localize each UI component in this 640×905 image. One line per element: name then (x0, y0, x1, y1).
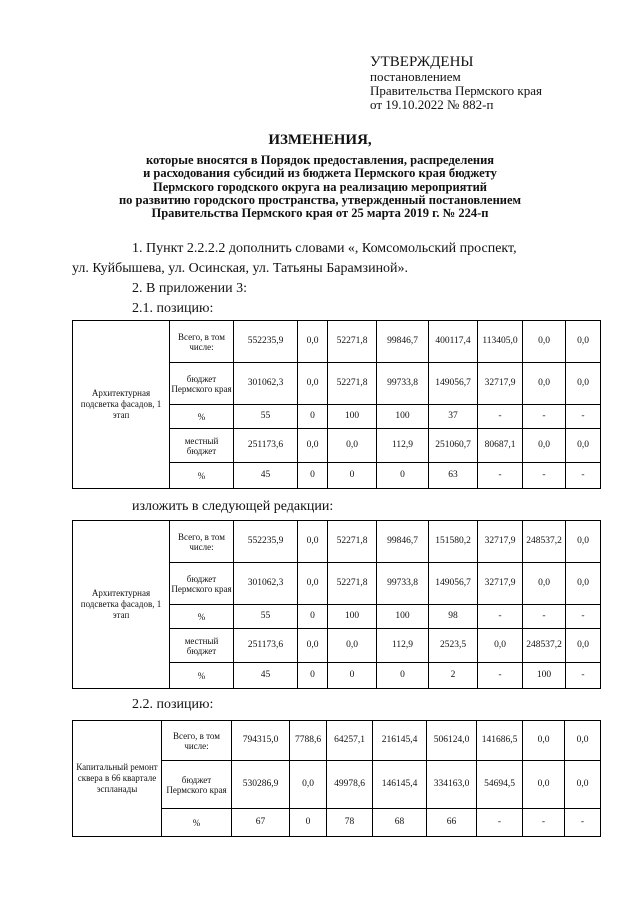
object-name-cell: Капитальный ремонт сквера в 66 квартале эспланады (73, 721, 162, 837)
value-cell: 0 (328, 663, 377, 689)
value-cell: 52271,8 (328, 521, 377, 563)
value-cell: 334163,0 (427, 761, 477, 809)
value-cell: 0,0 (523, 761, 565, 809)
paragraph-2-2: 2.2. позицию: (132, 697, 214, 712)
value-cell: 0,0 (298, 563, 328, 605)
value-cell: 552235,9 (234, 321, 298, 363)
value-cell: 7788,6 (290, 721, 327, 761)
value-cell: 99846,7 (377, 321, 429, 363)
value-cell: 301062,3 (234, 563, 298, 605)
object-name-cell: Архитектурная подсветка фасадов, 1 этап (73, 321, 170, 489)
table-row (73, 721, 601, 761)
value-cell: 2 (429, 663, 478, 689)
value-cell: - (523, 463, 566, 489)
value-cell: 0,0 (298, 629, 328, 663)
subtitle-line-1: которые вносятся в Порядок предоставления, распределения (145, 153, 495, 167)
row-label-cell: бюджет Пермского края (170, 563, 234, 605)
value-cell: 552235,9 (234, 521, 298, 563)
value-cell: 0 (377, 463, 429, 489)
value-cell: 794315,0 (232, 721, 290, 761)
value-cell: 112,9 (377, 629, 429, 663)
value-cell: 151580,2 (429, 521, 478, 563)
value-cell: 99846,7 (377, 521, 429, 563)
table-1 (72, 320, 601, 489)
value-cell: 0 (377, 663, 429, 689)
approved-heading: УТВЕРЖДЕНЫ (370, 54, 474, 70)
value-cell: 98 (429, 605, 478, 629)
table-3 (72, 720, 601, 837)
value-cell: 400117,4 (429, 321, 478, 363)
value-cell: 64257,1 (327, 721, 373, 761)
value-cell: 530286,9 (232, 761, 290, 809)
value-cell: 0,0 (298, 321, 328, 363)
value-cell: 0,0 (566, 563, 601, 605)
paragraph-new-edition: изложить в следующей редакции: (132, 499, 334, 514)
value-cell: 149056,7 (429, 363, 478, 405)
row-label-cell: бюджет Пермского края (162, 761, 232, 809)
value-cell: - (478, 605, 523, 629)
row-label-cell: Всего, в том числе: (170, 521, 234, 563)
value-cell: 248537,2 (523, 629, 566, 663)
subtitle-line-4: по развитию городского пространства, утвержденный постановлением (118, 192, 522, 207)
document-subtitle (60, 154, 580, 220)
value-cell: 146145,4 (373, 761, 427, 809)
value-cell: 251173,6 (234, 629, 298, 663)
value-cell: 45 (234, 463, 298, 489)
row-label-cell: Всего, в том числе: (170, 321, 234, 363)
row-label-cell: % (170, 405, 234, 429)
value-cell: 0 (298, 605, 328, 629)
value-cell: 506124,0 (427, 721, 477, 761)
value-cell: 2523,5 (429, 629, 478, 663)
value-cell: 0,0 (298, 521, 328, 563)
value-cell: 99733,8 (377, 363, 429, 405)
value-cell: 99733,8 (377, 563, 429, 605)
value-cell: 66 (427, 809, 477, 837)
value-cell: 45 (234, 663, 298, 689)
approved-line-1: постановлением (370, 69, 461, 84)
row-label-cell: местный бюджет (170, 629, 234, 663)
value-cell: 78 (327, 809, 373, 837)
value-cell: 216145,4 (373, 721, 427, 761)
value-cell: 52271,8 (328, 321, 377, 363)
document-title: ИЗМЕНЕНИЯ, (268, 132, 372, 148)
row-label-cell: % (162, 809, 232, 837)
value-cell: 32717,9 (478, 563, 523, 605)
approval-stamp (370, 54, 620, 112)
value-cell: - (478, 663, 523, 689)
value-cell: 0,0 (565, 721, 601, 761)
row-label-cell: % (170, 663, 234, 689)
table-row (73, 321, 601, 363)
value-cell: - (523, 605, 566, 629)
value-cell: 55 (234, 605, 298, 629)
subtitle-line-3: Пермского городского округа на реализацию мероприятий (153, 179, 487, 194)
value-cell: 251060,7 (429, 429, 478, 463)
value-cell: - (523, 809, 565, 837)
value-cell: 149056,7 (429, 563, 478, 605)
value-cell: 0,0 (566, 363, 601, 405)
value-cell: 0,0 (566, 429, 601, 463)
value-cell: - (566, 605, 601, 629)
value-cell: 63 (429, 463, 478, 489)
value-cell: 0,0 (298, 429, 328, 463)
paragraph-2-1: 2.1. позицию: (132, 301, 214, 316)
row-label-cell: местный бюджет (170, 429, 234, 463)
value-cell: 0 (328, 463, 377, 489)
value-cell: 54694,5 (477, 761, 523, 809)
value-cell: 100 (523, 663, 566, 689)
value-cell: 0,0 (290, 761, 327, 809)
value-cell: 67 (232, 809, 290, 837)
value-cell: 0 (298, 405, 328, 429)
value-cell: 0 (290, 809, 327, 837)
row-label-cell: % (170, 605, 234, 629)
value-cell: 32717,9 (478, 521, 523, 563)
paragraph-1-line-2: ул. Куйбышева, ул. Осинская, ул. Татьяны Барамзиной». (72, 261, 409, 276)
value-cell: - (478, 463, 523, 489)
table-row (73, 521, 601, 563)
value-cell: 100 (377, 405, 429, 429)
value-cell: 248537,2 (523, 521, 566, 563)
approved-line-3: от 19.10.2022 № 882-п (370, 97, 494, 112)
value-cell: 0,0 (566, 321, 601, 363)
value-cell: 68 (373, 809, 427, 837)
value-cell: 0,0 (478, 629, 523, 663)
value-cell: 55 (234, 405, 298, 429)
value-cell: - (523, 405, 566, 429)
value-cell: 0,0 (523, 429, 566, 463)
value-cell: - (566, 663, 601, 689)
paragraph-2: 2. В приложении 3: (132, 281, 248, 296)
row-label-cell: % (170, 463, 234, 489)
approved-line-2: Правительства Пермского края (370, 83, 542, 98)
subtitle-line-2: и расходования субсидий из бюджета Пермского края бюджету (143, 166, 497, 181)
value-cell: 100 (328, 405, 377, 429)
value-cell: - (566, 463, 601, 489)
value-cell: 251173,6 (234, 429, 298, 463)
value-cell: 49978,6 (327, 761, 373, 809)
row-label-cell: Всего, в том числе: (162, 721, 232, 761)
value-cell: 0,0 (565, 761, 601, 809)
subtitle-line-5: Правительства Пермского края от 25 марта 2019 г. № 224-п (151, 206, 489, 221)
value-cell: 0,0 (523, 363, 566, 405)
value-cell: 80687,1 (478, 429, 523, 463)
value-cell: 0,0 (566, 521, 601, 563)
value-cell: 0,0 (523, 321, 566, 363)
value-cell: 0 (298, 463, 328, 489)
value-cell: 100 (328, 605, 377, 629)
value-cell: - (477, 809, 523, 837)
value-cell: 32717,9 (478, 363, 523, 405)
value-cell: 0 (298, 663, 328, 689)
paragraph-1-line-1: 1. Пункт 2.2.2.2 дополнить словами «, Комсомольский проспект, (132, 241, 517, 256)
value-cell: 52271,8 (328, 563, 377, 605)
table-2 (72, 520, 601, 689)
value-cell: 100 (377, 605, 429, 629)
value-cell: - (565, 809, 601, 837)
value-cell: - (478, 405, 523, 429)
value-cell: 0,0 (328, 629, 377, 663)
value-cell: - (566, 405, 601, 429)
value-cell: 113405,0 (478, 321, 523, 363)
object-name-cell: Архитектурная подсветка фасадов, 1 этап (73, 521, 170, 689)
value-cell: 52271,8 (328, 363, 377, 405)
value-cell: 0,0 (328, 429, 377, 463)
value-cell: 0,0 (298, 363, 328, 405)
value-cell: 37 (429, 405, 478, 429)
row-label-cell: бюджет Пермского края (170, 363, 234, 405)
value-cell: 301062,3 (234, 363, 298, 405)
value-cell: 0,0 (523, 721, 565, 761)
value-cell: 112,9 (377, 429, 429, 463)
value-cell: 141686,5 (477, 721, 523, 761)
value-cell: 0,0 (566, 629, 601, 663)
value-cell: 0,0 (523, 563, 566, 605)
